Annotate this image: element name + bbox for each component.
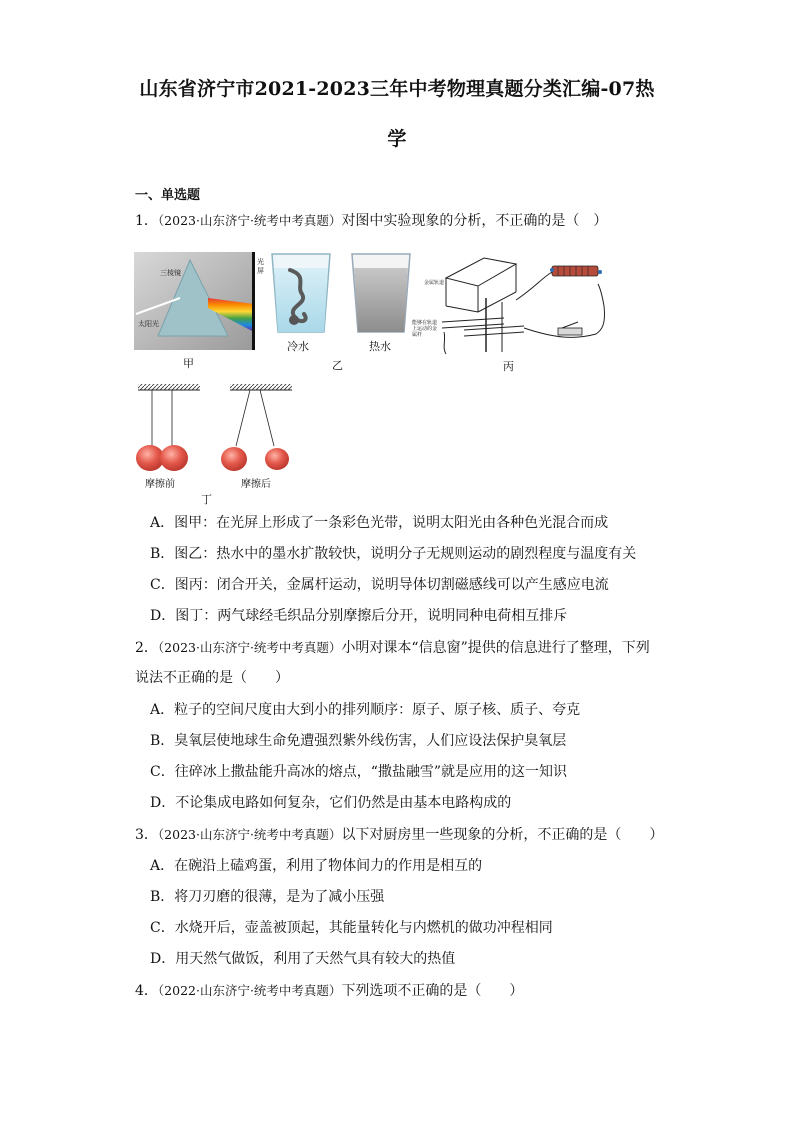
question-1 (135, 211, 607, 231)
q1-option-d: D．图丁：两气球经毛织品分别摩擦后分开，说明同种电荷相互排斥 (150, 608, 568, 624)
question-source: （2023·山东济宁·统考中考真题） (157, 640, 342, 655)
q3-option-c: C．水烧开后，壶盖被顶起，其能量转化与内燃机的做功冲程相同 (150, 920, 553, 936)
title-line-1: 山东省济宁市2021-2023三年中考物理真题分类汇编-07热 (139, 78, 655, 100)
question-source: （2022·山东济宁·统考中考真题） (157, 983, 342, 998)
caption-ding: 丁 (201, 493, 212, 506)
document-title (120, 64, 674, 164)
question-number: 2． (135, 640, 158, 656)
q2-option-a: A．粒子的空间尺度由大到小的排列顺序：原子、原子核、质子、夸克 (150, 702, 581, 718)
q1-option-a: A．图甲：在光屏上形成了一条彩色光带，说明太阳光由各种色光混合而成 (150, 515, 609, 531)
after-label: 摩擦后 (241, 479, 271, 490)
question-number: 1． (135, 213, 158, 229)
q3-option-d: D．用天然气做饭，利用了天然气具有较大的热值 (150, 951, 456, 967)
caption-bing: 丙 (503, 360, 514, 373)
magnet-top (446, 258, 516, 286)
balloon-after-left (221, 447, 247, 471)
title-line-2: 学 (387, 128, 407, 150)
question-number: 3． (135, 827, 158, 843)
question-2 (135, 638, 650, 658)
screen-label: 光屏 (257, 258, 264, 275)
q2-option-d: D．不论集成电路如何复杂，它们仍然是由基本电路构成的 (150, 795, 512, 811)
figure-rail-circuit (424, 248, 614, 358)
cold-beaker (272, 254, 330, 332)
q1-option-b: B．图乙：热水中的墨水扩散较快，说明分子无规则运动的剧烈程度与温度有关 (150, 546, 637, 562)
q2-option-b: B．臭氧层使地球生命免遭强烈紫外线伤害，人们应设法保护臭氧层 (150, 733, 567, 749)
caption-jia: 甲 (183, 357, 194, 370)
balloon-before-left (136, 445, 164, 471)
rod-label: 能够在轨道上运动的金属杆 (412, 320, 438, 338)
balloon-after-right (265, 448, 289, 470)
question-source: （2023·山东济宁·统考中考真题） (157, 827, 342, 842)
cold-water-label: 冷水 (287, 340, 309, 353)
sunlight-label: 太阳光 (138, 320, 159, 328)
prism-label: 三棱镜 (160, 269, 181, 277)
q3-option-a: A．在碗沿上磕鸡蛋，利用了物体间力的作用是相互的 (150, 858, 483, 874)
figure-prism (134, 252, 260, 350)
light-screen (252, 252, 255, 350)
question-2-stem-cont: 说法不正确的是（ ） (135, 670, 289, 686)
q1-option-c: C．图丙：闭合开关，金属杆运动，说明导体切割磁感线可以产生感应电流 (150, 577, 609, 593)
q2-option-c: C．往碎冰上撒盐能升高冰的熔点，“撒盐融雪”就是应用的这一知识 (150, 764, 568, 780)
question-number: 4． (135, 983, 158, 999)
hot-water-label: 热水 (369, 340, 391, 353)
section-heading: 一、单选题 (135, 188, 201, 203)
hot-beaker (352, 254, 410, 332)
question-stem: 下列选项不正确的是（ ） (341, 983, 524, 999)
question-3 (135, 825, 663, 845)
rail-label: 金属轨道 (424, 280, 445, 286)
coil (550, 266, 602, 276)
question-stem: 对图中实验现象的分析，不正确的是（ ） (341, 213, 608, 229)
q3-option-b: B．将刀刃磨的很薄，是为了减小压强 (150, 889, 385, 905)
before-label: 摩擦前 (145, 479, 175, 490)
switch (558, 322, 582, 335)
balloon-before-right (160, 445, 188, 471)
caption-yi: 乙 (332, 359, 343, 372)
question-stem: 以下对厨房里一些现象的分析，不正确的是（ ） (341, 827, 664, 843)
question-source: （2023·山东济宁·统考中考真题） (157, 213, 342, 228)
figure-beakers (268, 252, 416, 336)
figure-balloons (132, 382, 302, 478)
question-stem: 小明对课本“信息窗”提供的信息进行了整理，下列 (341, 640, 650, 656)
question-4 (135, 981, 523, 1001)
